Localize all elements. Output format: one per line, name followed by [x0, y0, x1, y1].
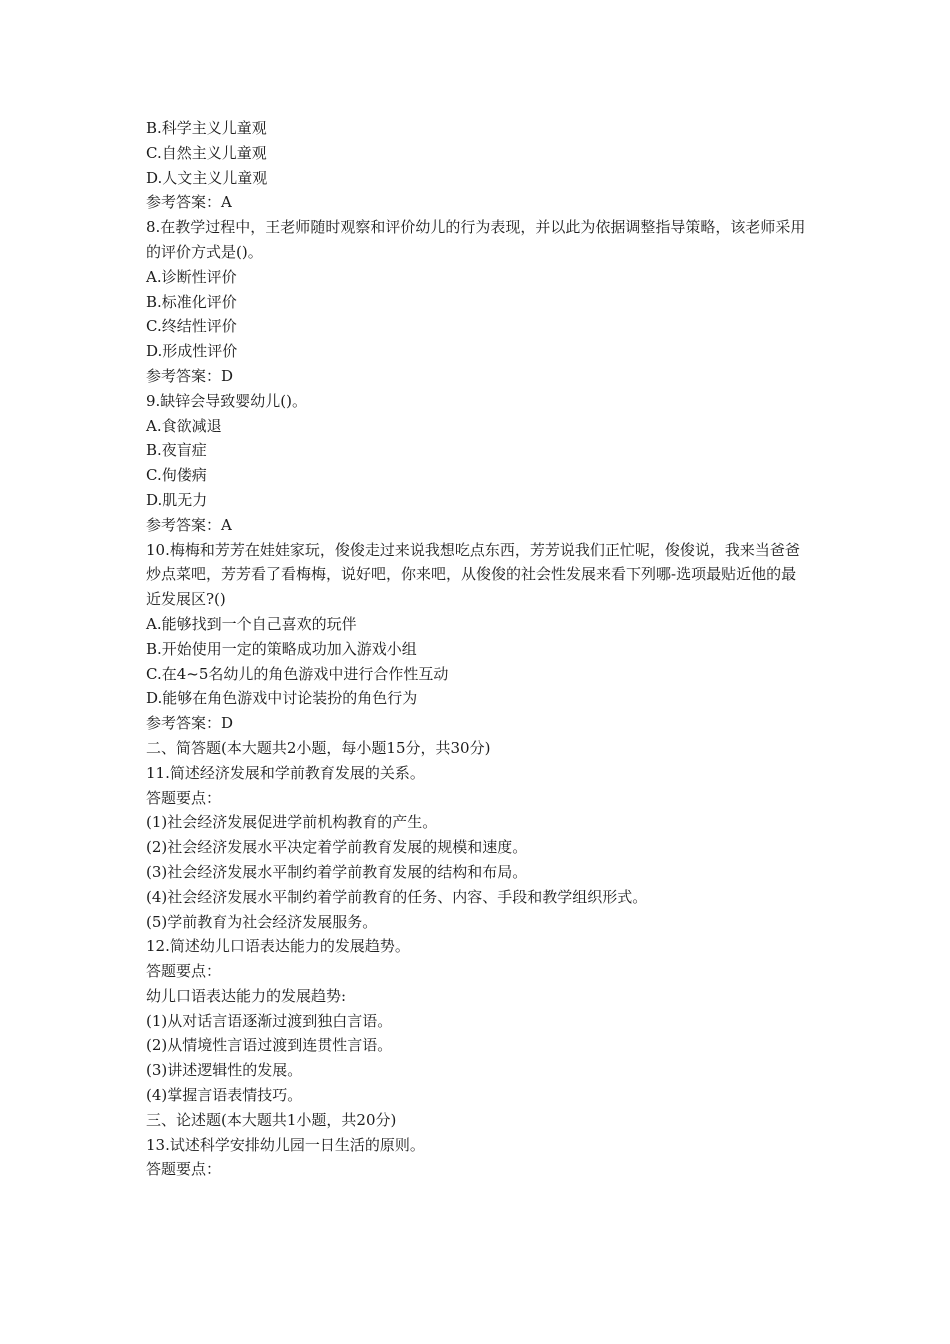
option-line: C.在4~5名幼儿的角色游戏中进行合作性互动	[146, 664, 449, 683]
answer-point: 幼儿口语表达能力的发展趋势:	[146, 986, 347, 1005]
question-line: 11.简述经济发展和学前教育发展的关系。	[146, 763, 425, 782]
answer-line: 参考答案：A	[146, 193, 232, 212]
option-line: C.自然主义儿童观	[146, 143, 267, 162]
option-line: A.诊断性评价	[146, 267, 237, 286]
question-line: 9.缺锌会导致婴幼儿()。	[146, 391, 308, 410]
answer-point: (5)学前教育为社会经济发展服务。	[146, 912, 378, 931]
answer-point: (3)社会经济发展水平制约着学前教育发展的结构和布局。	[146, 862, 528, 881]
answer-line: 参考答案：D	[146, 366, 234, 385]
answer-point: (4)掌握言语表情技巧。	[146, 1086, 303, 1105]
option-line: A.食欲减退	[146, 416, 222, 435]
answer-point: (1)社会经济发展促进学前机构教育的产生。	[146, 813, 438, 832]
option-line: B.夜盲症	[146, 441, 207, 460]
option-line: C.佝偻病	[146, 466, 207, 485]
option-line: D.肌无力	[146, 490, 208, 509]
section-heading: 二、简答题(本大题共2小题，每小题15分，共30分)	[146, 738, 491, 757]
option-line: C.终结性评价	[146, 317, 237, 336]
answer-point: (3)讲述逻辑性的发展。	[146, 1061, 303, 1080]
answer-point: (1)从对话言语逐渐过渡到独白言语。	[146, 1011, 393, 1030]
section-heading: 三、论述题(本大题共1小题，共20分)	[146, 1110, 397, 1129]
option-line: D.能够在角色游戏中讨论装扮的角色行为	[146, 689, 418, 708]
answer-point: (2)从情境性言语过渡到连贯性言语。	[146, 1036, 393, 1055]
option-line: B.科学主义儿童观	[146, 119, 267, 137]
option-line: D.人文主义儿童观	[146, 168, 268, 187]
question-line: 10.梅梅和芳芳在娃娃家玩，俊俊走过来说我想吃点东西，芳芳说我们正忙呢，俊俊说，我来当爸爸炒点菜吧，芳芳看了看梅梅，说好吧，你来吧，从俊俊的社会性发展来看下列哪-选项最贴近他的最近发展区?()	[146, 540, 800, 609]
answer-line: 参考答案：D	[146, 714, 234, 733]
document-body	[146, 116, 810, 1182]
answer-points-label: 答题要点：	[146, 1160, 222, 1179]
option-line: D.形成性评价	[146, 342, 238, 361]
answer-points-label: 答题要点：	[146, 962, 222, 981]
answer-points-label: 答题要点：	[146, 788, 222, 807]
option-line: B.开始使用一定的策略成功加入游戏小组	[146, 639, 417, 658]
question-line: 8.在教学过程中，王老师随时观察和评价幼儿的行为表现，并以此为依据调整指导策略，该老师采用的评价方式是()。	[146, 218, 806, 261]
question-line: 13.试述科学安排幼儿园一日生活的原则。	[146, 1135, 425, 1154]
option-line: A.能够找到一个自己喜欢的玩伴	[146, 614, 357, 633]
option-line: B.标准化评价	[146, 292, 237, 311]
answer-point: (4)社会经济发展水平制约着学前教育的任务、内容、手段和教学组织形式。	[146, 887, 648, 906]
question-line: 12.简述幼儿口语表达能力的发展趋势。	[146, 937, 410, 956]
answer-point: (2)社会经济发展水平决定着学前教育发展的规模和速度。	[146, 838, 528, 857]
answer-line: 参考答案：A	[146, 515, 232, 534]
